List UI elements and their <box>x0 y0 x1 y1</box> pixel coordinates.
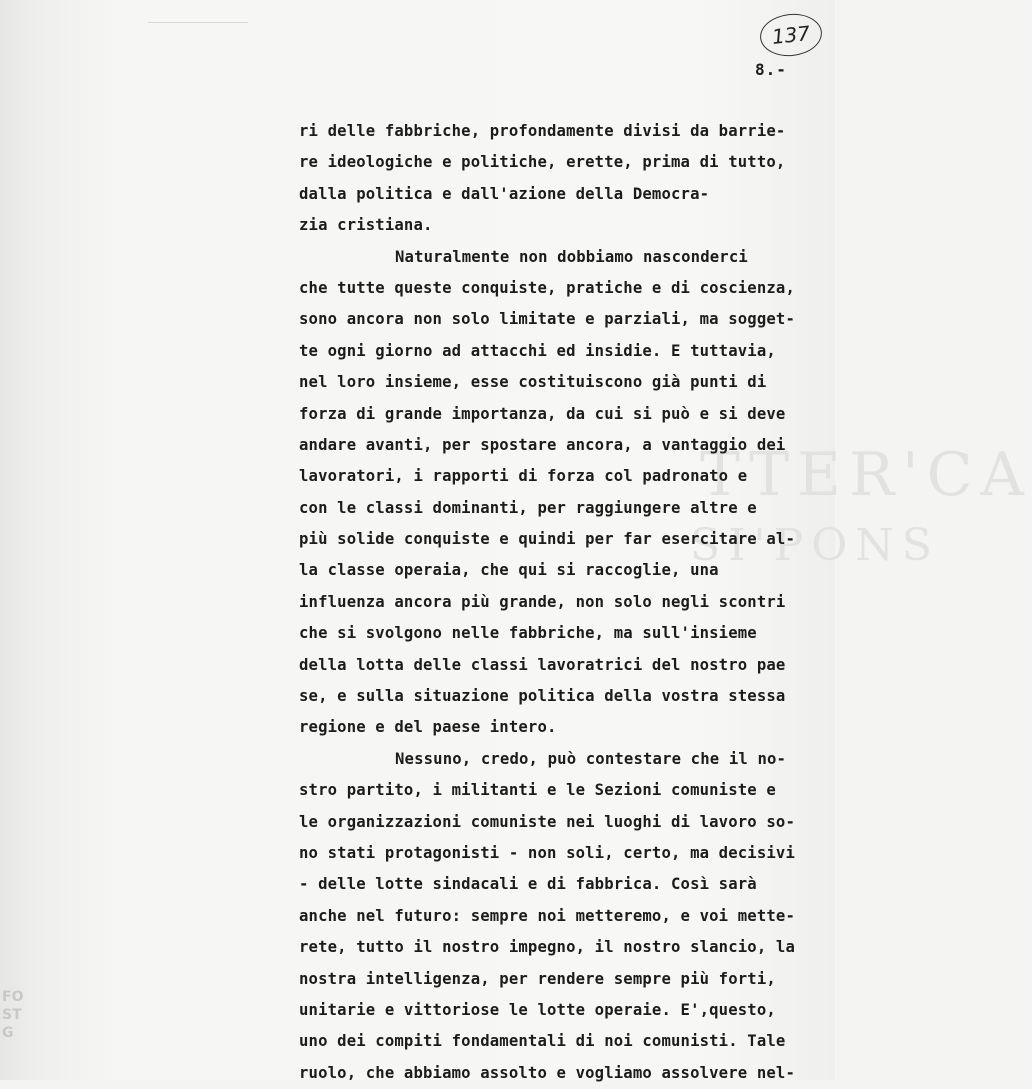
faint-rule <box>148 22 248 23</box>
text-line: no stati protagonisti - non soli, certo, ma decisivi <box>299 843 795 862</box>
text-line: influenza ancora più grande, non solo negli scontri <box>299 592 786 611</box>
text-line: la classe operaia, che qui si raccoglie, una <box>299 561 719 580</box>
archive-stamp-edge: FO ST G <box>2 989 24 1041</box>
bleed-through-text-2: SI'PONS <box>690 520 940 571</box>
text-line: stro partito, i militanti e le Sezioni comuniste e <box>299 781 776 800</box>
text-line: della lotta delle classi lavoratrici del nostro pae <box>299 655 786 674</box>
paragraph-start-line: Naturalmente non dobbiamo nasconderci <box>395 247 748 266</box>
text-line: che si svolgono nelle fabbriche, ma sull'insieme <box>299 624 757 643</box>
text-line: dalla politica e dall'azione della Democra- <box>299 184 710 203</box>
text-line: zia cristiana. <box>299 216 433 235</box>
text-line: lavoratori, i rapporti di forza col padronato e <box>299 467 748 486</box>
text-line: sono ancora non solo limitate e parziali, ma sogget- <box>299 310 795 329</box>
text-line: le organizzazioni comuniste nei luoghi di lavoro so- <box>299 812 795 831</box>
text-line: unitarie e vittoriose le lotte operaie. E',questo, <box>299 1000 776 1019</box>
text-line: con le classi dominanti, per raggiungere altre e <box>299 498 757 517</box>
text-line: anche nel futuro: sempre noi metteremo, e voi mette- <box>299 906 795 925</box>
text-line: uno dei compiti fondamentali di noi comunisti. Tale <box>299 1032 786 1051</box>
text-line: più solide conquiste e quindi per far esercitare al- <box>299 530 795 549</box>
text-line: forza di grande importanza, da cui si può e si deve <box>299 404 786 423</box>
text-line: nel loro insieme, esse costituiscono già punti di <box>299 373 767 392</box>
text-line: ri delle fabbriche, profondamente divisi da barrie- <box>299 122 786 140</box>
text-line: te ogni giorno ad attacchi ed insidie. E tuttavia, <box>299 341 776 360</box>
text-line: re ideologiche e politiche, erette, prima di tutto, <box>299 153 786 172</box>
text-line: nostra intelligenza, per rendere sempre più forti, <box>299 969 776 988</box>
text-line: che tutte queste conquiste, pratiche e di coscienza, <box>299 278 795 297</box>
paragraph-start-line: Nessuno, credo, può contestare che il no- <box>395 749 787 768</box>
text-line: rete, tutto il nostro impegno, il nostro slancio, la <box>299 938 795 957</box>
bleed-through-text: TTER'CA <box>700 440 1032 510</box>
text-line: regione e del paese intero. <box>299 718 557 737</box>
text-line: - delle lotte sindacali e di fabbrica. Così sarà <box>299 875 757 894</box>
typewritten-body <box>299 116 819 1089</box>
text-line: andare avanti, per spostare ancora, a vantaggio dei <box>299 435 786 454</box>
text-line: ruolo, che abbiamo assolto e vogliamo assolvere nel- <box>299 1063 795 1082</box>
text-line: se, e sulla situazione politica della vostra stessa <box>299 687 786 706</box>
archive-number-stamp: 137 <box>758 11 824 59</box>
page-number: 8.- <box>755 60 787 79</box>
